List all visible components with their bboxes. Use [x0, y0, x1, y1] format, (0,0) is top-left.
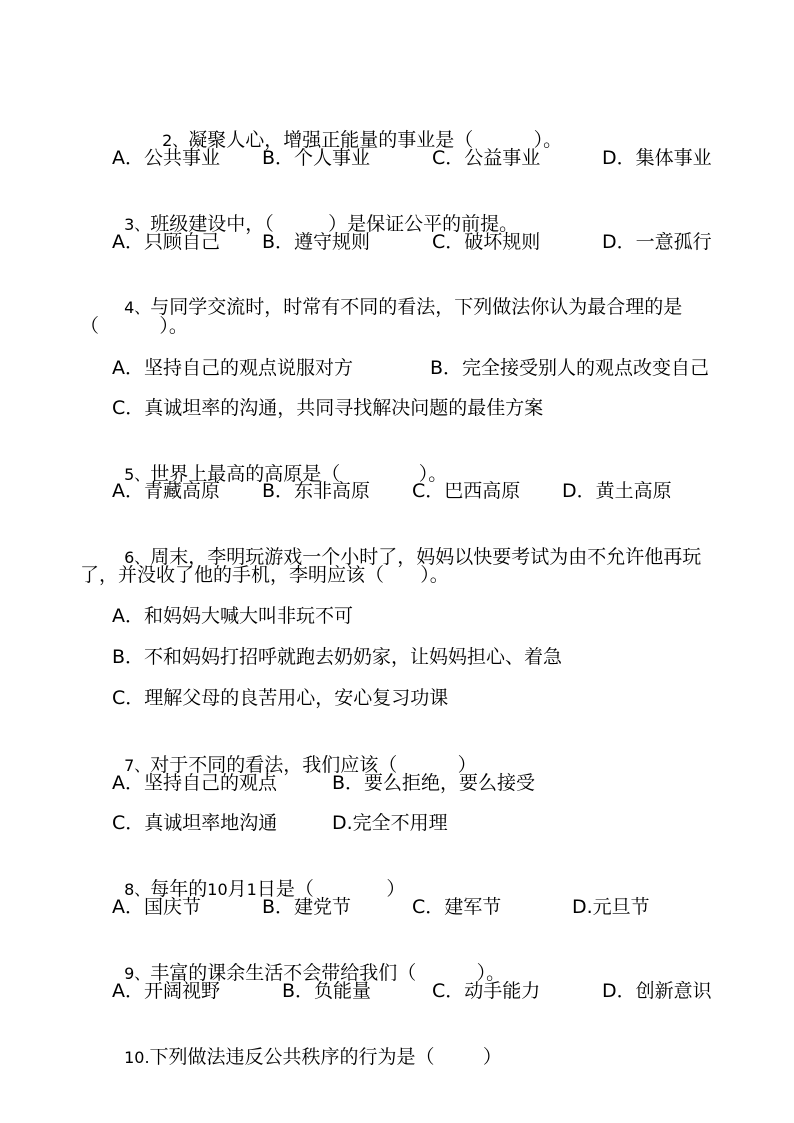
question-text: 班级建设中，（ ）是保证公平的前提。 [150, 213, 519, 235]
question-text: 下列做法违反公共秩序的行为是（ ） [149, 1046, 502, 1068]
option-c: C．理解父母的良苦用心，安心复习功课 [112, 687, 449, 709]
question-number: 3、 [124, 215, 151, 234]
option-b: B．建党节 [262, 896, 352, 918]
question-text: 凝聚人心，增强正能量的事业是（ ）。 [188, 129, 563, 151]
question-number: 2、 [162, 131, 189, 150]
question-4 [112, 271, 682, 320]
option-b: B．个人事业 [262, 147, 371, 169]
option-a: A．坚持自己的观点 [112, 772, 277, 794]
option-b: B．要么拒绝，要么接受 [332, 772, 536, 794]
option-d: D．黄土高原 [562, 480, 672, 502]
option-a: A．坚持自己的观点说服对方 [112, 357, 353, 379]
question-4-continuation: （ ）。 [80, 315, 188, 337]
question-text: 周末，李明玩游戏一个小时了，妈妈以快要考试为由不允许他再玩 [150, 546, 702, 568]
option-d: D．集体事业 [602, 147, 712, 169]
question-10 [112, 1021, 502, 1070]
question-number: 10. [124, 1048, 150, 1067]
option-a: A．开阔视野 [112, 980, 220, 1002]
question-6-continuation: 了，并没收了他的手机，李明应该（ ）。 [80, 564, 449, 586]
option-b: B．不和妈妈打招呼就跑去奶奶家，让妈妈担心、着急 [112, 646, 563, 668]
option-b: B．遵守规则 [262, 231, 371, 253]
day-number: 1 [246, 880, 257, 899]
question-text: 与同学交流时，时常有不同的看法，下列做法你认为最合理的是 [150, 296, 683, 318]
option-d: D.元旦节 [572, 896, 650, 918]
question-number: 6、 [124, 548, 151, 567]
month-number: 10 [207, 880, 228, 899]
question-text: 世界上最高的高原是（ ）。 [150, 463, 448, 485]
question-number: 4、 [124, 298, 151, 317]
question-text: 每年的 [150, 878, 208, 900]
question-text: 丰富的课余生活不会带给我们（ ）。 [150, 962, 506, 984]
question-number: 5、 [124, 465, 151, 484]
question-number: 9、 [124, 964, 151, 983]
option-d: D．创新意识 [602, 980, 712, 1002]
option-c: C．真诚坦率的沟通，共同寻找解决问题的最佳方案 [112, 397, 544, 419]
option-c: C．建军节 [412, 896, 502, 918]
option-a: A．只顾自己 [112, 231, 220, 253]
question-text: 日是（ ） [256, 878, 406, 900]
option-c: C．巴西高原 [412, 480, 521, 502]
option-c: C．动手能力 [432, 980, 541, 1002]
option-b: B．东非高原 [262, 480, 371, 502]
option-a: A．国庆节 [112, 896, 201, 918]
question-number: 7、 [124, 756, 151, 775]
option-a: A．公共事业 [112, 147, 220, 169]
option-a: A．青藏高原 [112, 480, 220, 502]
question-text: 月 [227, 878, 247, 900]
option-b: B．完全接受别人的观点改变自己 [430, 357, 710, 379]
option-c: C．公益事业 [432, 147, 541, 169]
option-d: D.完全不用理 [332, 812, 448, 834]
option-c: C．真诚坦率地沟通 [112, 812, 278, 834]
option-a: A．和妈妈大喊大叫非玩不可 [112, 605, 353, 627]
option-c: C．破坏规则 [432, 231, 541, 253]
option-d: D．一意孤行 [602, 231, 712, 253]
question-number: 8、 [124, 880, 151, 899]
question-text: 对于不同的看法，我们应该（ ） [150, 754, 477, 776]
option-b: B．负能量 [282, 980, 372, 1002]
